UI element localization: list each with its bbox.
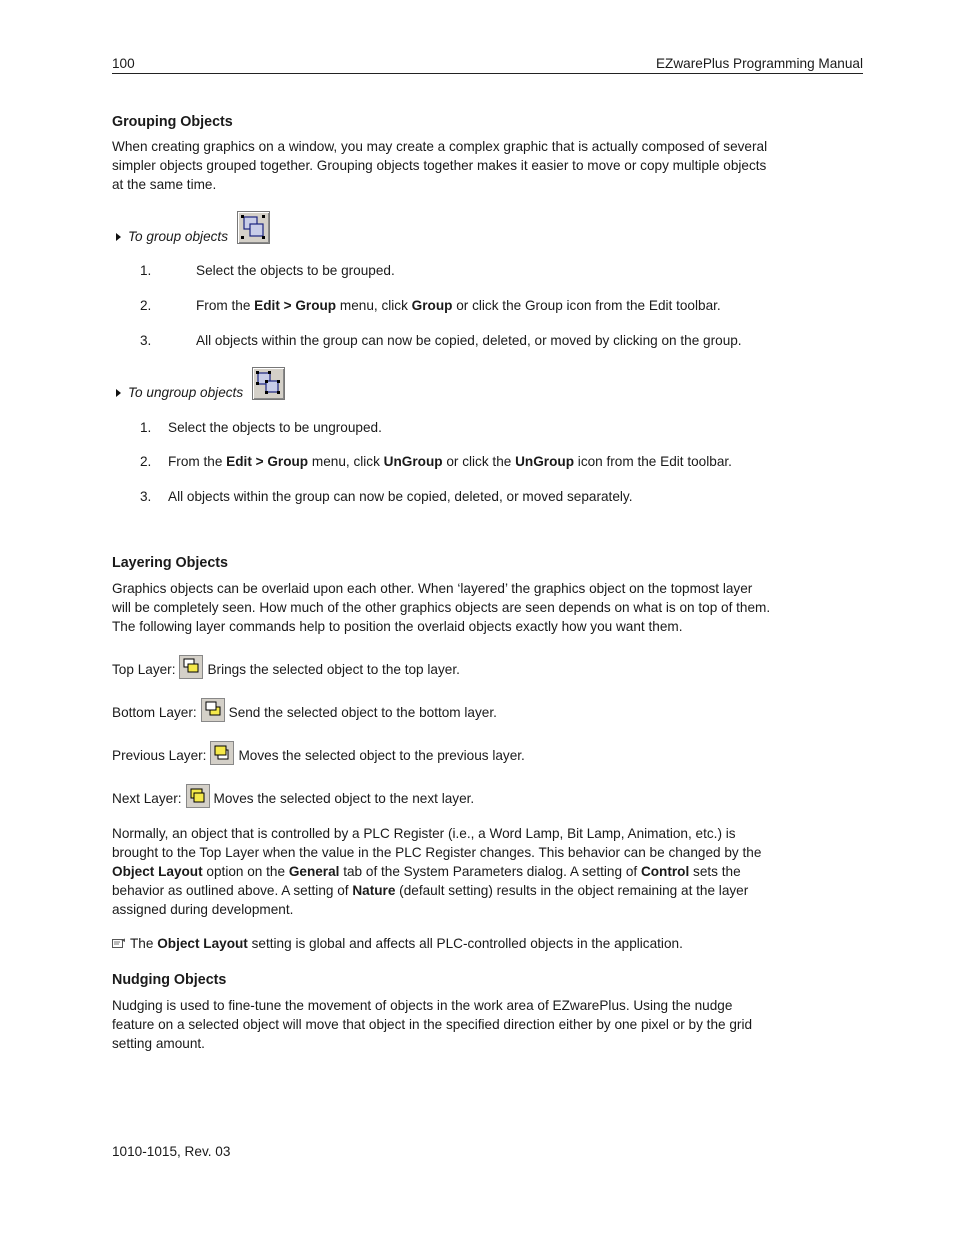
nudging-intro-line: setting amount. [112,1036,205,1051]
grouping-intro [112,137,817,194]
layering-intro-line: will be completely seen. How much of the other graphics objects are seen depends on what is on top of them. [112,600,771,615]
grouping-intro-line: at the same time. [112,177,217,192]
nudging-intro [112,996,817,1053]
nudging-intro-line: feature on a selected object will move that object in the specified direction either by one pixel or by the grid [112,1017,753,1032]
layer-label: Next Layer: [112,791,182,806]
step-number: 2. [140,298,152,313]
ungroup-procedure [116,367,285,400]
layer-description: Send the selected object to the bottom layer. [228,705,497,720]
layer-description: Moves the selected object to the previous layer. [238,748,525,763]
layering-intro-line: The following layer commands help to position the overlaid objects exactly how you want them. [112,619,683,634]
top-layer-icon [179,655,203,679]
step-text: From the Edit > Group menu, click Group or click the Group icon from the Edit toolbar. [196,298,721,313]
step-text: Select the objects to be ungrouped. [168,420,382,435]
ungroup-procedure-label: To ungroup objects [128,385,244,400]
group-procedure-label: To group objects [128,229,229,244]
grouping-intro-line: When creating graphics on a window, you may create a complex graphic that is actually composed of several [112,139,768,154]
paragraph-line: assigned during development. [112,902,294,917]
group-procedure [116,211,270,244]
step-number: 3. [140,333,152,348]
paragraph-line: brought to the Top Layer when the value in the PLC Register changes. This behavior can be changed by the [112,845,762,860]
bottom-layer-icon [201,698,225,722]
step-text: From the Edit > Group menu, click UnGroup or click the UnGroup icon from the Edit toolbar. [168,454,732,469]
page-number: 100 [112,56,135,71]
layer-description: Moves the selected object to the next layer. [213,791,475,806]
manual-title: EZwarePlus Programming Manual [655,56,863,71]
page-header [112,56,863,74]
nudging-intro-line: Nudging is used to fine-tune the movement of objects in the work area of EZwarePlus. Using the nudge [112,998,733,1013]
triangle-bullet-icon [116,389,121,397]
previous-layer-icon [210,741,234,765]
paragraph-line: Object Layout option on the General tab of the System Parameters dialog. A setting of Control sets the [112,864,741,879]
step-number: 2. [140,454,152,469]
paragraph-line: behavior as outlined above. A setting of Nature (default setting) results in the object remaining at the layer [112,883,749,898]
step-text: All objects within the group can now be copied, deleted, or moved separately. [168,489,633,504]
nudging-heading: Nudging Objects [112,972,227,988]
layering-intro [112,579,817,636]
step-text: Select the objects to be grouped. [196,263,395,278]
ungroup-icon [252,367,285,400]
paragraph-line: Normally, an object that is controlled by a PLC Register (i.e., a Word Lamp, Bit Lamp, Animation, etc.) is [112,826,736,841]
layer-label: Bottom Layer: [112,705,197,720]
group-icon [237,211,270,244]
layer-item-bottom [112,696,497,720]
layer-item-previous [112,739,525,763]
step-text: All objects within the group can now be copied, deleted, or moved by clicking on the group. [196,333,742,348]
layer-item-next [112,782,474,806]
layer-label: Previous Layer: [112,748,207,763]
object-layout-paragraph [112,824,817,919]
object-layout-note: The Object Layout setting is global and affects all PLC-controlled objects in the application. [112,936,683,951]
grouping-heading: Grouping Objects [112,114,233,130]
footer-doc-revision: 1010-1015, Rev. 03 [112,1144,231,1159]
step-number: 3. [140,489,152,504]
next-layer-icon [186,784,210,808]
layer-label: Top Layer: [112,662,176,677]
layering-intro-line: Graphics objects can be overlaid upon each other. When ‘layered’ the graphics object on the topmost layer [112,581,753,596]
layer-description: Brings the selected object to the top layer. [207,662,460,677]
triangle-bullet-icon [116,233,121,241]
step-number: 1. [140,263,152,278]
step-number: 1. [140,420,152,435]
note-icon [112,937,126,948]
layering-heading: Layering Objects [112,555,229,571]
grouping-intro-line: simpler objects grouped together. Grouping objects together makes it easier to move or copy multiple objects [112,158,767,173]
layer-item-top [112,653,460,677]
